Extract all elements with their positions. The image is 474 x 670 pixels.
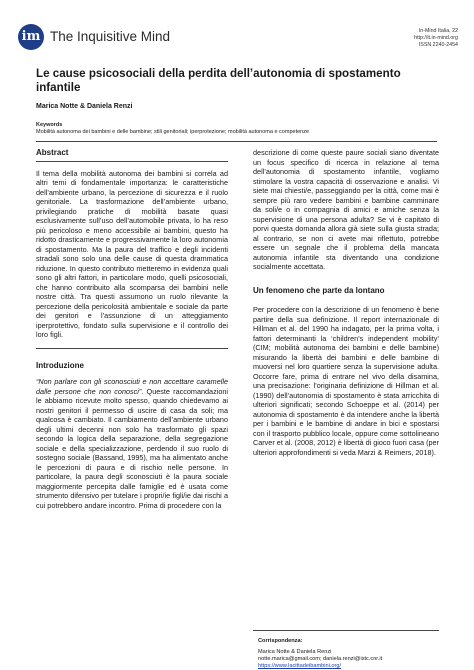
authors: Marica Notte & Daniela Renzi [36,103,133,110]
footer-divider [253,630,439,631]
journal-info [414,28,458,49]
right-paragraph-1: descrizione di come queste paure sociali siano diventate un focus specifico di ricerca in relazione al tema dell’autonomia di spostamento infantile, vogliamo stimolare la vostra capacità di osservazione e analisi. Vi siete mai chiesti/e, passeggiando per la città, come mai è sempre più raro vedere bambini e bambine camminare da soli/e o in compagnia di amici e amiche senza la supervisione di una persona adulta? Se vi è capitato di porvi questa domanda allora già siete sulla giusta strada; al contrario, se non ci avete mai riflettuto, potrebbe essere un segnale che il problema della mancata autonomia infantile sta diventando una condizione socialmente accettata. [253,148,439,271]
keywords-label: Keywords [36,122,63,128]
right-paragraph-2: Per procedere con la descrizione di un fenomeno è bene partire della sua definizione. Il report internazionale di Hillman et al. del 1990 ha indagato, per la prima volta, i fattori determinanti la ‘children’s independent mobility’ (CIM; mobilità autonoma dei bambini e delle bambine) misurando la libertà dei bambini e delle bambine di muoversi nel loro quartiere senza la supervisione adulta. Occorre fare, prima di entrare nel vivo della disamina, una precisazione: l’originaria definizione di Hillman et al. (1990) dell’autonomia di spostamento è stata arricchita di ulteriori significati; secondo Schoeppe et al. (2014) per autonomia di spostamento è da intendere anche la libertà per i bambini e le bambine di andare in bici e spostarsi con il trasporto pubblico locale, oppure come sottolineano Carver et al. (2008, 2012) è libertà di gioco fuori casa (per ulteriori approfondimenti si veda Marzi & Reimers, 2018). [253,305,439,457]
section-heading: Un fenomeno che parte da lontano [253,285,385,295]
abstract-text: Il tema della mobilità autonoma dei bambini si correla ad altri temi di fondamentale importanza: le caratteristiche dell’ambiente urbano, la percezione di sicurezza e il ruolo genitoriale. La trasformazione dell’ambiente urbano, privilegiando pratiche di mobilità basate quasi esclusivamente sull’uso dell’automobile privata, lo ha reso più pericoloso e meno accessibile ai bambini, questo ha ridotto drasticamente e progressivamente la loro autonomia di spostamento. Ma la paura del traffico e degli incidenti stradali sono solo una delle cause di questa drammatica riduzione. In questo contributo metteremo in evidenza quali sono gli altri fattori, in particolare modo, quelli psicosociali, che hanno contribuito alla scomparsa dei bambini nelle nostre città. Tra questi assumono un ruolo rilevante la percezione della pericolosità ambientale e sociale da parte dei genitori e l’assunzione di un atteggiamento iperprotettivo, fondato sulla supervisione e il controllo dei loro figli. [36,168,228,339]
correspondence-label: Corrispondenza: [258,638,303,644]
journal-url: http://it.in-mind.org [414,35,458,41]
header [18,24,458,54]
intro-quote: “Non parlare con gli sconosciuti e non accettare caramelle dalle persone che non conosci” [36,377,228,396]
left-column [36,148,228,510]
abstract-heading: Abstract [36,148,69,157]
intro-heading: Introduzione [36,360,84,370]
divider [36,141,437,142]
website-link[interactable]: https://www.lacittadeibambini.org/ [258,663,342,669]
article-title: Le cause psicosociali della perdita dell’autonomia di spostamento infantile [36,67,401,94]
correspondence-emails: notte.marica@gmail.com; daniela.renzi@istc.cnr.it [258,656,383,662]
right-column [253,148,439,457]
journal-issue: In-Mind Italia, 22 [418,28,458,34]
correspondence [258,638,438,670]
abstract-divider [36,161,228,162]
correspondence-names: Marica Notte & Daniela Renzi [258,649,332,655]
brand-name: The Inquisitive Mind [50,29,171,44]
intro-paragraph [36,377,228,510]
journal-issn: ISSN 2240-2454 [418,42,458,48]
abstract-end-divider [36,348,228,349]
intro-text: . Queste raccomandazioni le abbiamo ricevute molto spesso, quando chiedevamo ai nostri genitori il permesso di uscire di casa da soli; ma qualcosa è cambiato. Il cambiamento dell’ambiente urbano degli ultimi decenni non solo ha trasformato gli spazi secondo la logica della separazione, della segregazione sociale e della specializzazione, perdendo il suo ruolo di sostegno sociale (Bassand, 1995), ma ha alimentato anche le percezioni di paura e di rischio nelle persone. In particolare, la paura degli sconosciuti è la paura sociale maggiormente percepita dalle famiglie ed è usata come strumento difensivo per tutelare i propri/ie figli/ie dai rischi a cui potrebbero andare incontro. Prima di procedere con la [36,386,228,510]
keywords-text: Mobilità autonoma dei bambini e delle bambine; stili genitoriali; iperprotezione; mobilità autonoma e competenze [36,129,310,135]
journal-logo-icon: im [18,24,44,50]
